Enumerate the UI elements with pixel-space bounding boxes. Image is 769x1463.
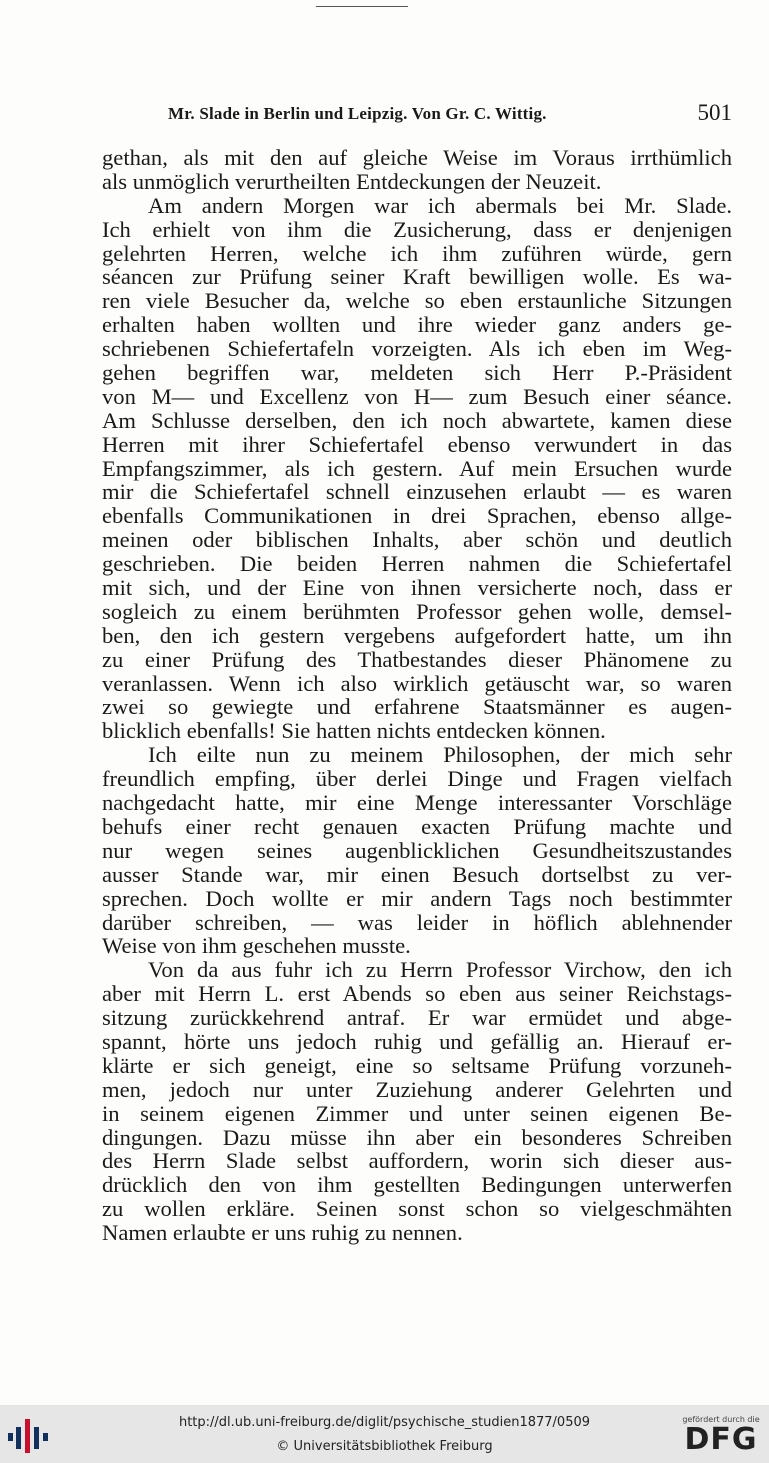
text-line: Am andern Morgen war ich abermals bei Mr. Slade.: [148, 192, 732, 218]
text-line: geschrieben. Die beiden Herren nahmen die Schiefertafel: [102, 551, 732, 577]
text-line: drücklich den von ihm gestellten Bedingungen unterwerfen: [102, 1172, 732, 1198]
text-line: erhalten haben wollten und ihre wieder ganz anders ge-: [102, 312, 732, 338]
text-line: men, jedoch nur unter Zuziehung anderer Gelehrten und: [102, 1076, 732, 1102]
text-line: gethan, als mit den auf gleiche Weise im Voraus irrthümlich: [102, 145, 732, 170]
running-title: Mr. Slade in Berlin und Leipzig. Von Gr. C. Wittig.: [168, 104, 547, 123]
text-line: meinen oder biblischen Inhalts, aber schön und deutlich: [102, 527, 732, 553]
text-line: behufs einer recht genauen exacten Prüfung machte und: [102, 813, 732, 839]
top-rule: [316, 6, 408, 7]
text-line: dingungen. Dazu müsse ihn aber ein besonderes Schreiben: [102, 1124, 732, 1150]
text-line: des Herrn Slade selbst auffordern, worin sich dieser aus-: [102, 1148, 732, 1174]
text-line: nur wegen seines augenblicklichen Gesundheitszustandes: [102, 837, 732, 863]
text-line: zu einer Prüfung des Thatbestandes dieser Phänomene zu: [102, 646, 732, 672]
text-line: gehen begriffen war, meldeten sich Herr P.-Präsident: [102, 360, 732, 386]
text-line: veranlassen. Wenn ich also wirklich getäuscht war, so waren: [102, 670, 732, 696]
text-line: Weise von ihm geschehen musste.: [102, 933, 411, 959]
text-line: Am Schlusse derselben, den ich noch abwartete, kamen diese: [102, 407, 732, 433]
text-line: nachgedacht hatte, mir eine Menge interessanter Vorschläge: [102, 790, 732, 816]
text-line: Ich erhielt von ihm die Zusicherung, dass er denjenigen: [102, 216, 732, 242]
text-line: séancen zur Prüfung seiner Kraft bewilligen wolle. Es wa-: [102, 264, 732, 290]
funding-note: gefördert durch die: [682, 1415, 760, 1424]
permalink-url[interactable]: http://dl.ub.uni-freiburg.de/diglit/psychische_studien1877/0509: [178, 1415, 591, 1430]
text-line: darüber schreiben, — was leider in höflich ablehnender: [102, 909, 732, 935]
text-line: als unmöglich verurtheilten Entdeckungen der Neuzeit.: [102, 168, 602, 194]
running-header: [96, 100, 736, 134]
dfg-logo[interactable]: [681, 1415, 761, 1456]
text-line: ebenfalls Communikationen in drei Sprachen, ebenso allge-: [102, 503, 732, 529]
body-text: [102, 146, 732, 1245]
text-line: zwei so gewiegte und erfahrene Staatsmänner es augen-: [102, 694, 732, 720]
text-line: spannt, hörte uns jedoch ruhig und gefällig an. Hierauf er-: [102, 1028, 732, 1054]
dfg-wordmark: DFG: [684, 1422, 758, 1457]
text-line: mit sich, und der Eine von ihnen versicherte noch, dass er: [102, 575, 732, 601]
page-number: 501: [697, 100, 732, 125]
text-line: Namen erlaubte er uns ruhig zu nennen.: [102, 1220, 463, 1246]
text-line: sprechen. Doch wollte er mir andern Tags noch bestimmter: [102, 885, 732, 911]
text-line: zu wollen erkläre. Seinen sonst schon so vielgeschmähten: [102, 1196, 732, 1222]
text-line: sitzung zurückkehrend antraf. Er war ermüdet und abge-: [102, 1005, 732, 1031]
text-line: Von da aus fuhr ich zu Herrn Professor Virchow, den ich: [148, 957, 732, 983]
text-line: ausser Stande war, mir einen Besuch dortselbst zu ver-: [102, 861, 732, 887]
text-line: ben, den ich gestern vergebens aufgefordert hatte, um ihn: [102, 622, 732, 648]
text-line: schriebenen Schiefertafeln vorzeigten. Als ich eben im Weg-: [102, 336, 732, 362]
text-line: von M— und Excellenz von H— zum Besuch einer séance.: [102, 383, 732, 409]
text-line: freundlich empfing, über derlei Dinge und Fragen vielfach: [102, 766, 732, 792]
text-line: gelehrten Herren, welche ich ihm zuführen würde, gern: [102, 240, 732, 266]
text-line: klärte er sich geneigt, eine so seltsame Prüfung vorzuneh-: [102, 1052, 732, 1078]
text-line: Ich eilte nun zu meinem Philosophen, der mich sehr: [148, 742, 732, 768]
text-line: Empfangszimmer, als ich gestern. Auf mein Ersuchen wurde: [102, 455, 732, 481]
text-line: blicklich ebenfalls! Sie hatten nichts entdecken können.: [102, 718, 606, 744]
viewer-footer: [0, 1405, 769, 1463]
text-line: ren viele Besucher da, welche so eben erstaunliche Sitzungen: [102, 288, 732, 314]
text-line: sogleich zu einem berühmten Professor gehen wolle, demsel-: [102, 598, 732, 624]
text-line: Herren mit ihrer Schiefertafel ebenso verwundert in das: [102, 431, 732, 457]
copyright-notice: © Universitätsbibliothek Freiburg: [276, 1439, 493, 1454]
text-line: in seinem eigenen Zimmer und unter seinen eigenen Be-: [102, 1100, 732, 1126]
text-line: aber mit Herrn L. erst Abends so eben aus seiner Reichstags-: [102, 981, 732, 1007]
text-line: mir die Schiefertafel schnell einzusehen erlaubt — es waren: [102, 479, 732, 505]
